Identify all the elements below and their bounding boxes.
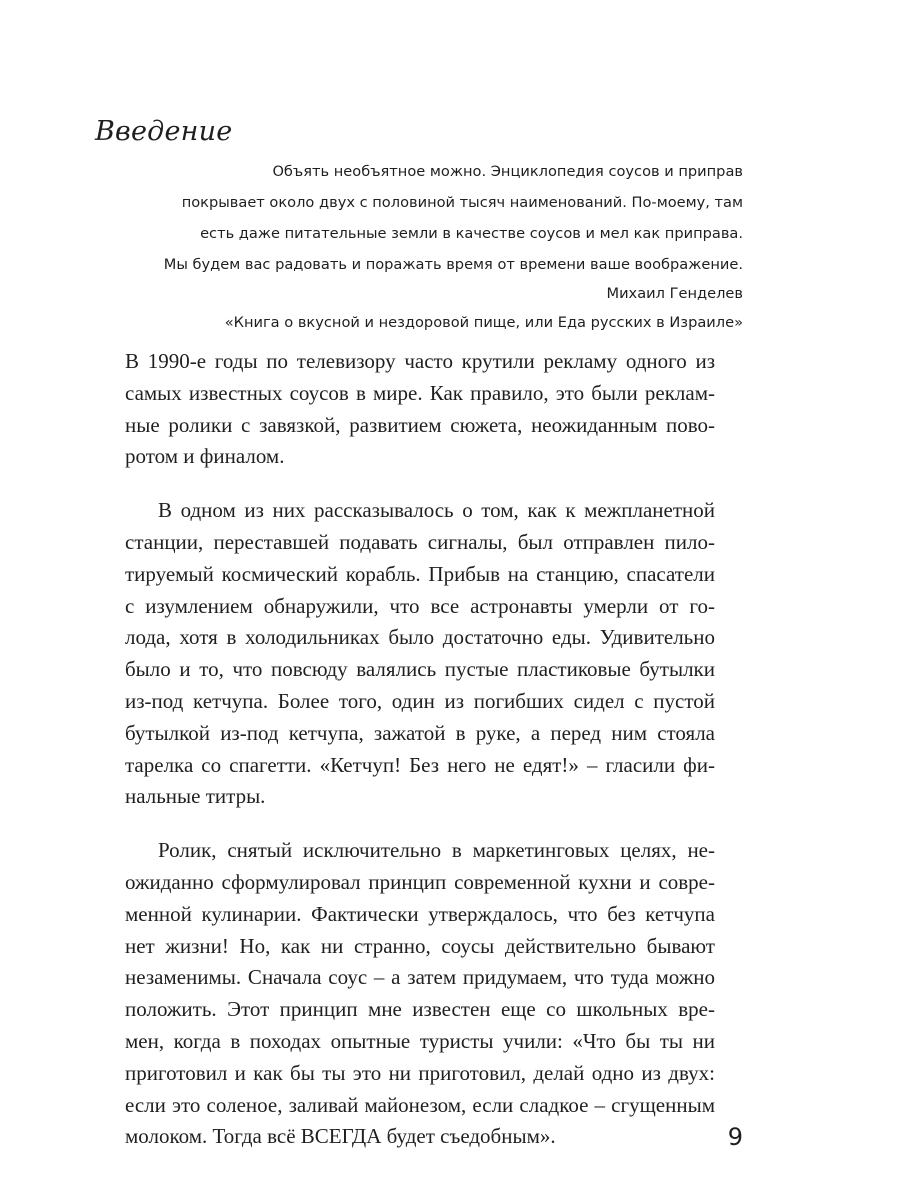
epigraph — [123, 156, 743, 280]
text-line: из-под кетчупа. Более того, один из погибших сидел с пустой — [125, 688, 715, 713]
text-line: ожиданно сформулировал принцип современной кухни и совре- — [125, 869, 715, 894]
text-line: лода, хотя в холодильниках было достаточно еды. Удивительно — [125, 625, 715, 650]
text-line: станции, переставшей подавать сигналы, был отправлен пило- — [125, 529, 715, 554]
text-line: молоком. Тогда всё ВСЕГДА будет съедобным». — [125, 1124, 556, 1149]
text-line: Ролик, снятый исключительно в маркетинговых целях, не- — [158, 838, 715, 863]
body-text — [125, 346, 715, 1175]
text-line: положить. Этот принцип мне известен еще со школьных вре- — [125, 997, 715, 1022]
text-line: тарелка со спагетти. «Кетчуп! Без него не едят!» – гласили фи- — [125, 752, 715, 777]
text-line: незаменимы. Сначала соус – а затем придумаем, что туда можно — [125, 965, 715, 990]
text-line: мен, когда в походах опытные туристы учили: «Что бы ты ни — [125, 1028, 715, 1053]
text-line: приготовил и как бы ты это ни приготовил, делай одно из двух: — [125, 1060, 715, 1085]
text-line: бутылкой из-под кетчупа, зажатой в руке, а перед ним стояла — [125, 720, 715, 745]
epigraph-author: Михаил Генделев — [606, 285, 743, 302]
text-line: нет жизни! Но, как ни странно, соусы действительно бывают — [125, 933, 715, 958]
text-line: с изумлением обнаружили, что все астронавты умерли от го- — [125, 593, 715, 618]
epigraph-attribution — [123, 279, 743, 337]
text-line: ротом и финалом. — [125, 444, 285, 469]
text-line: В 1990-е годы по телевизору часто крутили рекламу одного из — [125, 349, 715, 373]
epigraph-source: «Книга о вкусной и нездоровой пище, или Еда русских в Израиле» — [224, 314, 743, 331]
epigraph-line: Мы будем вас радовать и поражать время от времени ваше воображение. — [163, 256, 743, 273]
epigraph-line: есть даже питательные земли в качестве соусов и мел как приправа. — [200, 225, 743, 242]
chapter-heading: Введение — [95, 116, 233, 147]
text-line: тируемый космический корабль. Прибыв на станцию, спасатели — [125, 561, 715, 586]
text-line: если это соленое, заливай майонезом, если сладкое – сгущенным — [125, 1092, 715, 1117]
epigraph-line: Объять необъятное можно. Энциклопедия соусов и приправ — [272, 163, 743, 180]
text-line: самых известных соусов в мире. Как правило, это были реклам- — [125, 380, 715, 405]
epigraph-line: покрывает около двух с половиной тысяч наименований. По-моему, там — [181, 194, 743, 211]
text-line: нальные титры. — [125, 784, 266, 809]
paragraph — [125, 835, 715, 1153]
text-line: было и то, что повсюду валялись пустые пластиковые бутылки — [125, 657, 715, 682]
paragraph — [125, 495, 715, 813]
text-line: ные ролики с завязкой, развитием сюжета, неожиданным пово- — [125, 412, 715, 437]
text-line: В одном из них рассказывалось о том, как к межпланетной — [158, 498, 715, 523]
text-line: менной кулинарии. Фактически утверждалось, что без кетчупа — [125, 901, 715, 926]
page-number: 9 — [727, 1123, 743, 1151]
paragraph — [125, 346, 715, 473]
